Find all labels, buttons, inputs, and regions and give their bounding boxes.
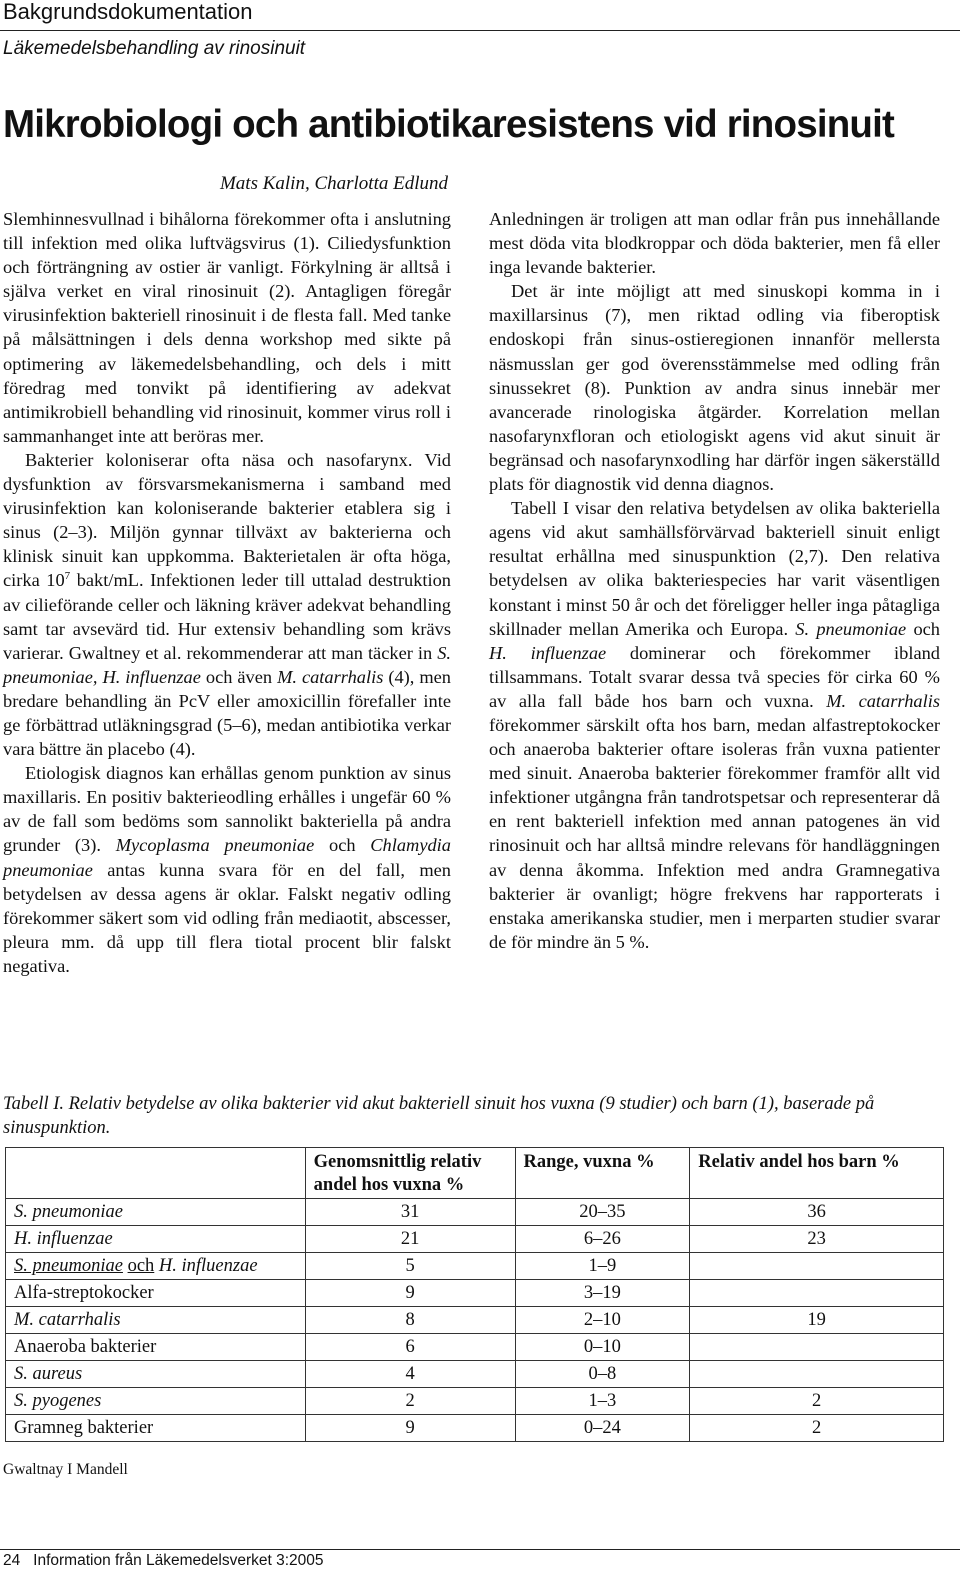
header-rule <box>0 30 960 31</box>
text-run: dominerar och förekommer ibland tillsammans. Totalt svarar dessa två species för cirka 60 % av alla fall både hos barn och vuxna. <box>489 642 940 711</box>
text-run: (4), men bredare behandling än PcV eller amoxicillin förefaller inte ge förbättrad utläkningsgrad (5–6), medan antibiotika verkar vara bättre än placebo (4). <box>3 666 451 760</box>
organism-cell: Gramneg bakterier <box>6 1415 306 1442</box>
mean-cell: 6 <box>305 1334 515 1361</box>
table-row <box>6 1226 944 1253</box>
species-name: M. catarrhalis <box>826 690 940 711</box>
table-row <box>6 1280 944 1307</box>
organism-cell: S. pneumoniae <box>6 1199 306 1226</box>
children-cell: 19 <box>690 1307 944 1334</box>
organism-cell: S. aureus <box>6 1361 306 1388</box>
paragraph: Anledningen är troligen att man odlar från pus innehållande mest döda vita blodkroppar och döda bakterier, men få eller inga levande bakterier. <box>489 209 940 278</box>
text-run: antas kunna svara för en del fall, men betydelsen av dessa agens är oklar. Falskt negativ odling förekommer säkert som vid odling från mediaotit, abscesser, pleura mm. då upp till flera tiotal procent blir falskt negativa. <box>3 859 451 976</box>
range-cell: 20–35 <box>515 1199 690 1226</box>
mean-cell: 31 <box>305 1199 515 1226</box>
text-run: och <box>906 618 941 639</box>
mean-cell: 4 <box>305 1361 515 1388</box>
range-cell: 1–9 <box>515 1253 690 1280</box>
children-cell: 36 <box>690 1199 944 1226</box>
text-run: Tabell I visar den relativa betydelsen av olika bakteriella agens vid akut samhällsförvärvad bakteriell sinuit enligt resultat erhållna med sinuspunktion (2,7). Den relativa betydelsen av olika bakteriespecies har varit väsentligen konstant i minst 50 år och det föreligger heller inga påtagliga skillnader mellan Amerika och Europa. <box>489 498 940 639</box>
children-cell <box>690 1253 944 1280</box>
table-header-row <box>6 1148 944 1199</box>
species-name: Mycoplasma pneumoniae <box>115 835 315 856</box>
children-cell <box>690 1280 944 1307</box>
footer-rule <box>0 1549 960 1550</box>
paragraph: Det är inte möjligt att med sinuskopi komma in i maxillarsinus (7), men riktad odling via fiberoptisk endoskopi från sinus-ostieregionen innanför mellersta näsmusslan ger god överensstämmelse med odling från sinussekret (8). Punktion av andra sinus innebär mer avancerade rinologiska åtgärder. Korrelation mellan nasofarynxfloran och etiologiskt agens vid akut sinuit är begränsad och nasofarynxodling har därför ingen säkerställd plats för diagnostik vid denna diagnos. <box>489 281 940 495</box>
table-row <box>6 1334 944 1361</box>
right-column <box>489 207 940 954</box>
range-cell: 0–10 <box>515 1334 690 1361</box>
mean-cell: 9 <box>305 1415 515 1442</box>
paragraph <box>3 761 451 978</box>
species-name: Chlamydia pneumoniae <box>3 835 451 880</box>
range-cell: 0–24 <box>515 1415 690 1442</box>
subsection-label: Läkemedelsbehandling av rinosinuit <box>3 38 306 59</box>
paragraph <box>489 496 940 954</box>
organism-part: H. influenzae <box>158 1256 258 1276</box>
range-cell: 3–19 <box>515 1280 690 1307</box>
range-cell: 2–10 <box>515 1307 690 1334</box>
paragraph: Slemhinnesvullnad i bihålorna förekommer ofta i anslutning till infektion med olika luftvägsvirus (1). Ciliedysfunktion och förträngning av ostier är vanligt. Förkylning är alltså i själva verket en viral rinosinuit (2). Antagligen föregår virusinfektion bakteriell rinosinuit i de flesta fall. Med tanke på målsättningen i dels denna workshop med sikte på optimering av läkemedelsbehandling, och dels i mitt föredrag med tonvikt på identifiering av adekvat antimikrobiell behandling vid rinosinuit, kommer virus roll i sammanhanget inte att beröras mer. <box>3 209 451 446</box>
table-row <box>6 1388 944 1415</box>
organism-cell: H. influenzae <box>6 1226 306 1253</box>
range-cell: 0–8 <box>515 1361 690 1388</box>
paragraph <box>3 448 451 761</box>
species-name: H. influenzae <box>102 666 201 687</box>
header-organism <box>6 1148 306 1199</box>
table-row <box>6 1253 944 1280</box>
organism-cell <box>6 1253 306 1280</box>
organism-cell: Anaeroba bakterier <box>6 1334 306 1361</box>
mean-cell: 21 <box>305 1226 515 1253</box>
text-run: förekommer särskilt ofta hos barn, medan alfastreptokocker och anaeroba bakterier oftare isoleras från vuxna patienter med sinuit. Anaeroba bakterier förekommer framför allt vid infektioner utgångna från tandrotspetsar och representerar då en rent bakteriell infektion med annan patogenes än vid rinosinuit och har alltså mindre relevans för handläggningen av denna åkomma. Infektion med andra Gramnegativa bakterier är ovanligt; högre frekvens har rapporterats i enstaka amerikanska studier, men i merparten studier svarar de för mindre än 5 %. <box>489 714 940 952</box>
species-name: S. pneumoniae <box>795 618 907 639</box>
superscript: 7 <box>64 570 71 583</box>
left-column <box>3 207 451 978</box>
mean-cell: 2 <box>305 1388 515 1415</box>
mean-cell: 9 <box>305 1280 515 1307</box>
organism-part: S. pneumoniae <box>14 1256 123 1276</box>
text-run: och även <box>200 666 278 687</box>
table-row <box>6 1307 944 1334</box>
header-range-adults: Range, vuxna % <box>515 1148 690 1199</box>
children-cell: 2 <box>690 1415 944 1442</box>
organism-cell: S. pyogenes <box>6 1388 306 1415</box>
article-authors: Mats Kalin, Charlotta Edlund <box>219 173 448 194</box>
table-caption: Tabell I. Relativ betydelse av olika bakterier vid akut bakteriell sinuit hos vuxna (9 studier) och barn (1), baserade på sinuspunktion. <box>3 1094 875 1138</box>
species-name: H. influenzae <box>489 642 607 663</box>
children-cell: 2 <box>690 1388 944 1415</box>
species-name: M. catarrhalis <box>277 666 384 687</box>
table-row <box>6 1415 944 1442</box>
table-row <box>6 1361 944 1388</box>
organism-cell: M. catarrhalis <box>6 1307 306 1334</box>
table-source-note: Gwaltnay I Mandell <box>3 1461 128 1478</box>
bacteria-table <box>5 1147 944 1442</box>
mean-cell: 8 <box>305 1307 515 1334</box>
children-cell <box>690 1334 944 1361</box>
article-title: Mikrobiologi och antibiotikaresistens vid rinosinuit <box>3 103 895 146</box>
text-run: Bakterier koloniserar ofta näsa och nasofarynx. Vid dysfunktion av försvarsmekanismerna i samband med virusinfektion kan koloniserande bakterier etablera sig i sinus (2–3). Miljön gynnar tillväxt av bakterierna och klinisk sinuit kan uppkomma. Bakterietalen är ofta höga, cirka 10 <box>3 449 451 591</box>
mean-cell: 5 <box>305 1253 515 1280</box>
header-children: Relativ andel hos barn % <box>690 1148 944 1199</box>
text-run: bakt/mL. Infektionen leder till uttalad destruktion av cilieförande celler och läkning kräver adekvat behandling samt tar avsevärd tid. Hur extensiv behandling som krävs varierar. Gwaltney et al. rekommenderar att man täcker in <box>3 570 451 663</box>
table-row <box>6 1199 944 1226</box>
page-footer: 24 Information från Läkemedelsverket 3:2005 <box>3 1552 324 1569</box>
header-mean-adults: Genomsnittlig relativ andel hos vuxna % <box>305 1148 515 1199</box>
range-cell: 6–26 <box>515 1226 690 1253</box>
section-label: Bakgrundsdokumentation <box>3 0 253 24</box>
text-run: Etiologisk diagnos kan erhållas genom punktion av sinus maxillaris. En positiv bakterieodling erhålles i ungefär 60 % av de fall som bedöms som sannolikt bakteriella på andra grunder (3). <box>3 763 451 856</box>
organism-cell: Alfa-streptokocker <box>6 1280 306 1307</box>
organism-part: och <box>127 1256 155 1276</box>
range-cell: 1–3 <box>515 1388 690 1415</box>
species-name: S. pneumoniae, <box>3 642 451 687</box>
text-run: och <box>314 835 371 856</box>
children-cell <box>690 1361 944 1388</box>
children-cell: 23 <box>690 1226 944 1253</box>
